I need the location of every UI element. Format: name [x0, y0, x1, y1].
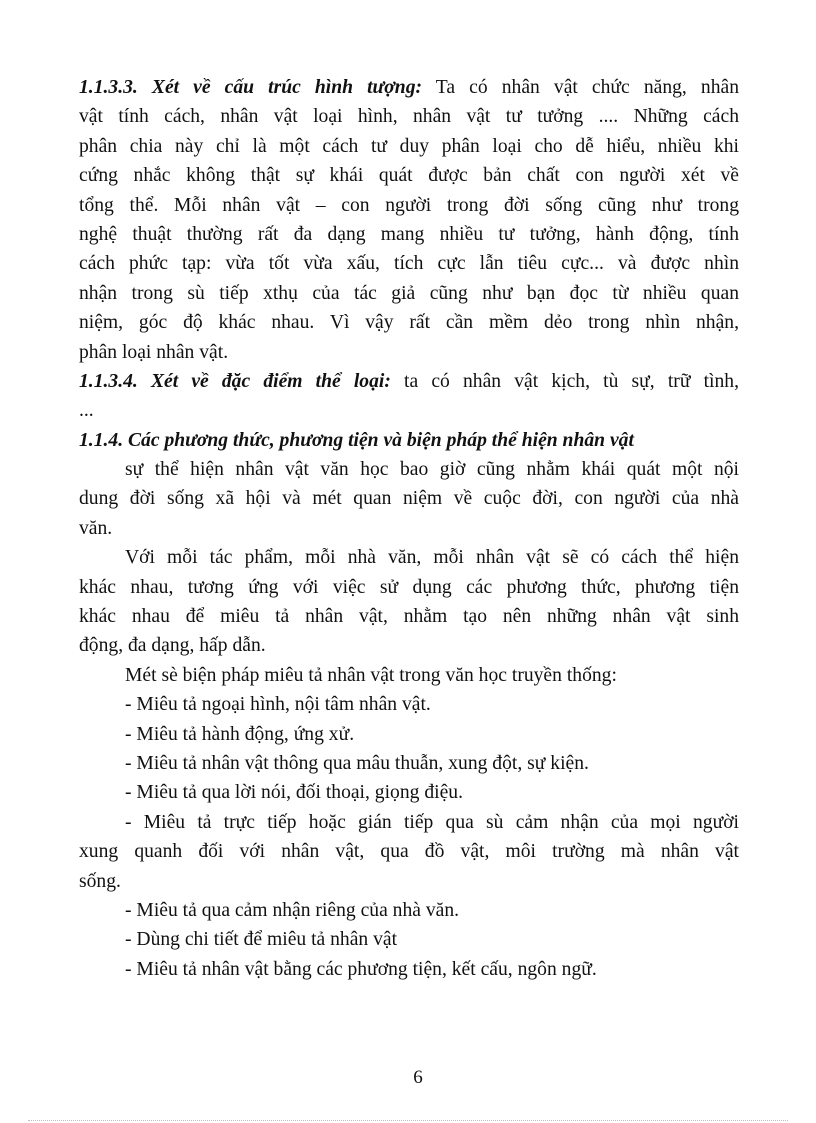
- paragraph-line: sự thể hiện nhân vật văn học bao giờ cũng nhằm khái quát một nội: [125, 459, 739, 481]
- section-1-1-4-heading: 1.1.4. Các phương thức, phương tiện và biện pháp thể hiện nhân vật: [79, 429, 634, 451]
- paragraph-line: cách phức tạp: vừa tốt vừa xấu, tích cực lẫn tiêu cực... và được nhìn: [79, 253, 739, 275]
- paragraph-line: văn.: [79, 517, 113, 539]
- list-item: - Miêu tả trực tiếp hoặc gián tiếp qua sù cảm nhận của mọi người: [125, 811, 739, 833]
- body-text: [79, 73, 739, 984]
- section-1-1-3-4-heading: 1.1.3.4. Xét về đặc điểm thể loại:: [79, 370, 391, 392]
- paragraph-line: Với mỗi tác phẩm, mỗi nhà văn, mỗi nhân vật sẽ có cách thể hiện: [125, 547, 739, 569]
- section-1-1-3-3-heading: 1.1.3.3. Xét về cấu trúc hình tượng:: [79, 77, 423, 98]
- paragraph-line: niệm, góc độ khác nhau. Vì vậy rất cần mềm dẻo trong nhìn nhận,: [79, 312, 739, 334]
- paragraph-line: Mét sè biện pháp miêu tả nhân vật trong văn học truyền thống:: [125, 664, 617, 686]
- paragraph-line: khác nhau, tương ứng với việc sử dụng các phương thức, phương tiện: [79, 576, 739, 598]
- list-item: - Miêu tả hành động, ứng xử.: [125, 723, 355, 745]
- section-1-1-3-4-line: 1.1.3.4. Xét về đặc điểm thể loại: ta có nhân vật kịch, tù sự, trữ tình,: [79, 370, 739, 392]
- page-bottom-divider: [28, 1120, 788, 1121]
- list-item: - Miêu tả qua cảm nhận riêng của nhà văn.: [125, 899, 460, 921]
- paragraph-line: tổng thể. Mỗi nhân vật – con người trong đời sống cũng như trong: [79, 194, 739, 216]
- paragraph-line: cứng nhắc không thật sự khái quát được bản chất con người xét về: [79, 165, 739, 187]
- paragraph-line: động, đa dạng, hấp dẫn.: [79, 635, 266, 657]
- list-item: - Miêu tả nhân vật bằng các phương tiện, kết cấu, ngôn ngữ.: [125, 958, 597, 980]
- paragraph-line: phân chia này chỉ là một cách tư duy phân loại cho dễ hiểu, nhiều khi: [79, 135, 739, 157]
- list-item-continuation: xung quanh đối với nhân vật, qua đồ vật, môi trường mà nhân vật: [79, 841, 739, 863]
- section-1-1-3-3-line: 1.1.3.3. Xét về cấu trúc hình tượng: Ta có nhân vật chức năng, nhân: [79, 77, 739, 98]
- paragraph-line: khác nhau để miêu tả nhân vật, nhằm tạo nên những nhân vật sinh: [79, 606, 739, 628]
- page-number: 6: [413, 1067, 423, 1088]
- list-item-continuation: sống.: [79, 870, 121, 892]
- list-item: - Miêu tả nhân vật thông qua mâu thuẫn, xung đột, sự kiện.: [125, 752, 589, 774]
- paragraph-line: dung đời sống xã hội và mét quan niệm về cuộc đời, con người của nhà: [79, 488, 739, 510]
- list-item: - Miêu tả qua lời nói, đối thoại, giọng điệu.: [125, 782, 463, 804]
- paragraph-line: nghệ thuật thường rất đa dạng mang nhiều tư tưởng, hành động, tính: [79, 223, 739, 245]
- paragraph-line: phân loại nhân vật.: [79, 341, 229, 363]
- list-item: - Miêu tả ngoại hình, nội tâm nhân vật.: [125, 694, 431, 716]
- paragraph-line: nhận trong sù tiếp xthụ của tác giả cũng như bạn đọc từ nhiều quan: [79, 282, 739, 304]
- paragraph-line: vật tính cách, nhân vật loại hình, nhân vật tư tưởng .... Những cách: [79, 106, 739, 128]
- paragraph-line: ...: [79, 400, 94, 422]
- list-item: - Dùng chi tiết để miêu tả nhân vật: [125, 929, 398, 951]
